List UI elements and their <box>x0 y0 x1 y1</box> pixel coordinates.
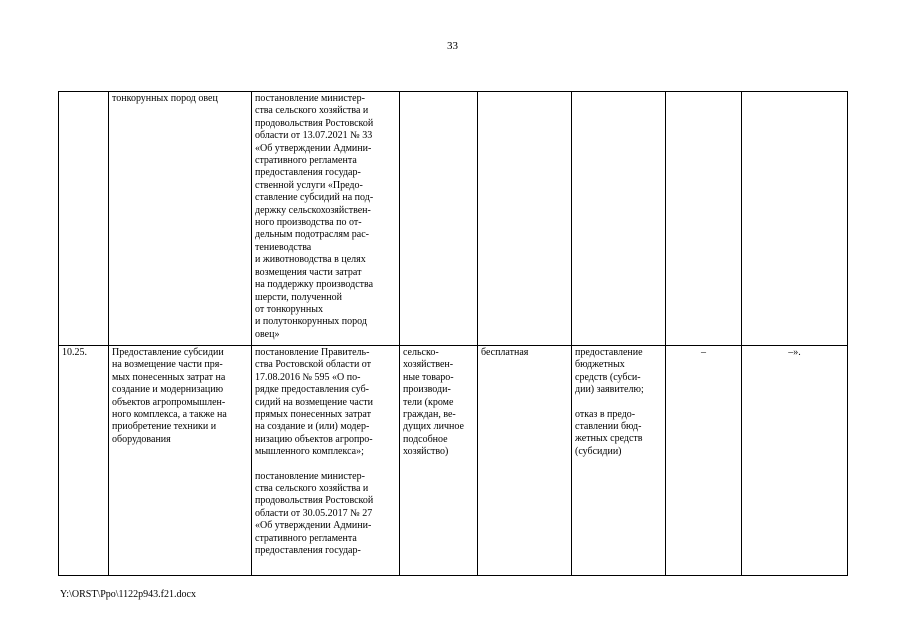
service-name-cell <box>109 346 252 576</box>
legal-basis-text: постановление министер- ства сельского хозяйства и продовольствия Ростовской области от 13.07.2021 № 33 «Об утверждении Админи- стративного регламента предоставления государ- ственной услуги «Предо- ставление субсидий на под- держку сельскохозяйствен- ного производства по от- дельным подотраслям рас- тениеводства и животноводства в целях возмещения части затрат на поддержку производства шерсти, полученной от тонкорунных и полутонкорунных пород овец» <box>255 93 374 340</box>
row-number-cell: 10.25. <box>59 346 109 576</box>
col8-cell: –». <box>742 346 848 576</box>
regulation-table <box>58 91 848 576</box>
result-text: предоставление бюджетных средств (субси- дии) заявителю; <box>575 347 644 396</box>
payment-cell: бесплатная <box>478 346 572 576</box>
payment-cell <box>478 92 572 346</box>
result-cell <box>572 346 666 576</box>
legal-basis-cell <box>252 346 400 576</box>
legal-basis-text: постановление министер- ства сельского хозяйства и продовольствия Ростовской области от 30.05.2017 № 27 «Об утверждении Админи- стративного регламента предоставления государ- <box>255 470 374 557</box>
service-name-text: Предоставление субсидии на возмещение части пря- мых понесенных затрат на создание и модернизацию объектов агропромышлен- ного комплекса, а также на приобретение техники и оборудования <box>112 347 227 445</box>
col8-cell <box>742 92 848 346</box>
page-number: 33 <box>447 40 458 52</box>
col7-cell <box>666 92 742 346</box>
row-number-cell <box>59 92 109 346</box>
col7-cell: – <box>666 346 742 576</box>
result-text: отказ в предо- ставлении бюд- жетных средств (субсидии) <box>575 408 643 457</box>
table-row <box>59 346 848 576</box>
service-name-text: тонкорунных пород овец <box>112 93 218 104</box>
table-row <box>59 92 848 346</box>
service-name-cell <box>109 92 252 346</box>
paragraph-gap <box>255 459 396 471</box>
recipients-cell <box>400 346 478 576</box>
legal-basis-text: постановление Правитель- ства Ростовской области от 17.08.2016 № 595 «О по- рядке предоставления суб- сидий на возмещение части прямых понесенных затрат на создание и (или) модер- низацию объектов агропро- мышленного комплекса»; <box>255 347 374 458</box>
legal-basis-cell <box>252 92 400 346</box>
result-cell <box>572 92 666 346</box>
paragraph-gap <box>575 397 662 409</box>
recipients-text: сельско- хозяйствен- ные товаро- производи- тели (кроме граждан, ве- дущих личное подсобное хозяйство) <box>403 347 464 458</box>
recipients-cell <box>400 92 478 346</box>
file-path-footer: Y:\ORST\Ppo\1122p943.f21.docx <box>60 589 196 600</box>
